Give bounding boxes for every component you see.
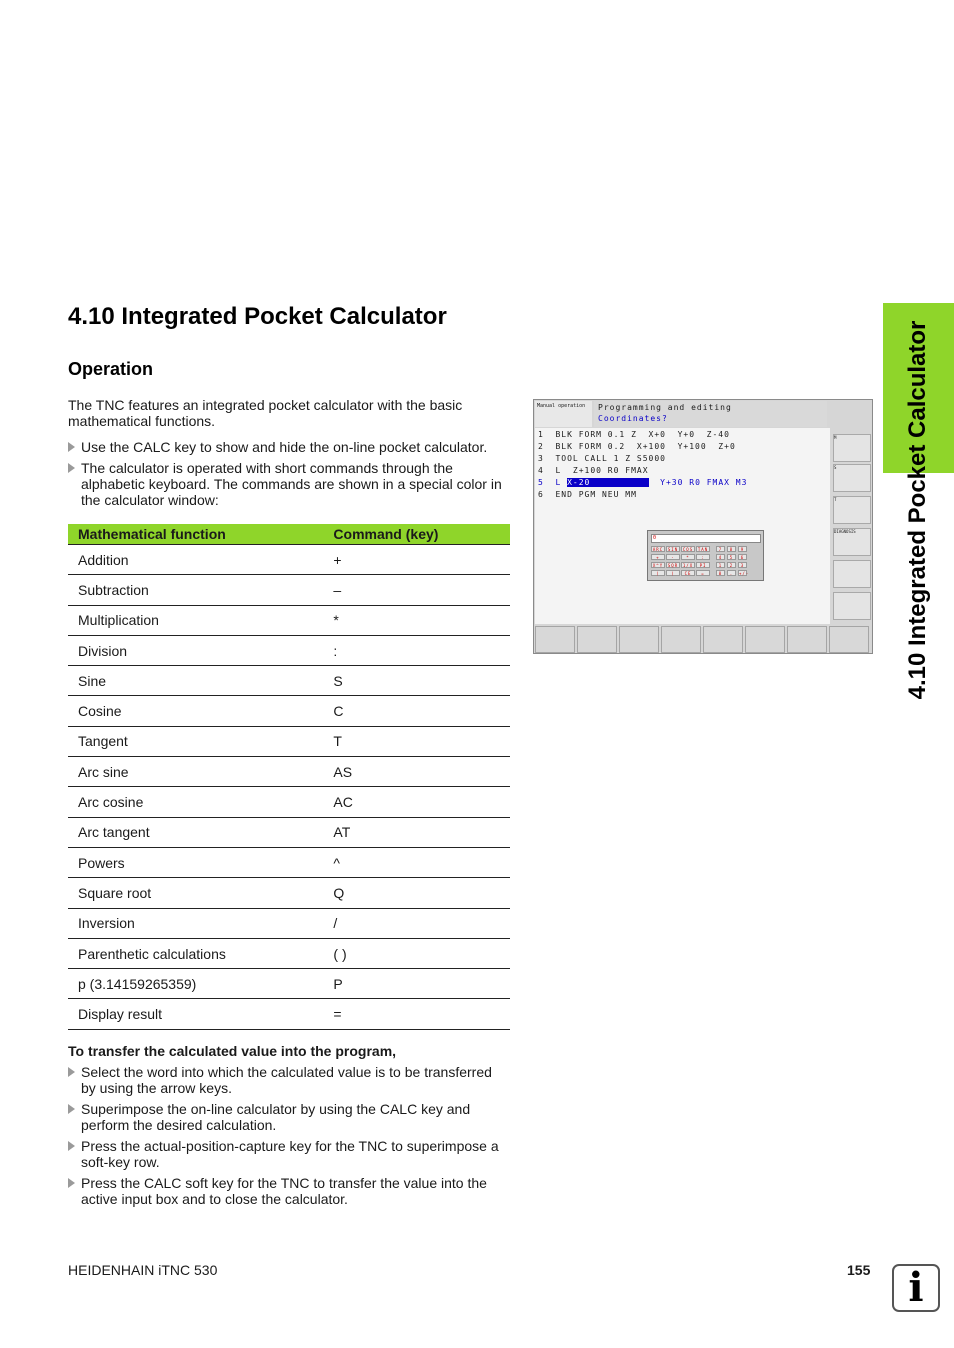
- screen-header-prompt: Coordinates?: [598, 414, 668, 423]
- calculator-key[interactable]: 1: [716, 562, 725, 568]
- calculator-key[interactable]: 8: [727, 546, 736, 552]
- bullet-arrow-icon: [68, 1178, 75, 1188]
- page-number: 155: [847, 1262, 871, 1278]
- table-row: [68, 817, 510, 847]
- command-cell: S: [333, 666, 510, 696]
- command-cell: +: [333, 545, 510, 575]
- calculator-key[interactable]: X^Y: [652, 563, 664, 568]
- bullet-arrow-icon: [68, 1141, 75, 1151]
- calculator-key[interactable]: COS: [682, 547, 694, 552]
- calculator-key[interactable]: 9: [738, 546, 747, 552]
- calculator-key[interactable]: -: [666, 554, 680, 560]
- table-row: [68, 757, 510, 787]
- transfer-step: Superimpose the on-line calculator by using the CALC key and perform the desired calculation.: [68, 1101, 510, 1133]
- calculator-key[interactable]: 5: [727, 554, 736, 560]
- function-cell: Inversion: [68, 908, 333, 938]
- pocket-calculator-window: [647, 530, 764, 581]
- table-header-command: Command (key): [333, 524, 510, 545]
- function-cell: Powers: [68, 847, 333, 877]
- selected-word: X-20: [567, 478, 591, 487]
- softkey-empty[interactable]: [833, 560, 871, 588]
- bullet-item: The calculator is operated with short commands through the alphabetic keyboard. The commands are shown in a special color in the calculator window:: [68, 460, 510, 508]
- calculator-key[interactable]: 4: [716, 554, 725, 560]
- softkey-1[interactable]: [535, 626, 575, 653]
- horizontal-softkey-row: [535, 626, 872, 653]
- softkey-m[interactable]: M: [833, 434, 871, 462]
- operating-mode-label: Manual operation: [535, 401, 592, 427]
- calculator-display: 0: [651, 534, 761, 543]
- selection-bar: [590, 478, 648, 487]
- side-title: 4.10 Integrated Pocket Calculator: [904, 320, 931, 700]
- calculator-key[interactable]: CE: [681, 570, 695, 576]
- function-cell: Arc sine: [68, 757, 333, 787]
- command-cell: *: [333, 605, 510, 635]
- command-cell: AT: [333, 817, 510, 847]
- intro-paragraph: The TNC features an integrated pocket calculator with the basic mathematical functions.: [68, 397, 463, 429]
- softkey-3[interactable]: [619, 626, 659, 653]
- bullet-item: Use the CALC key to show and hide the on-line pocket calculator.: [68, 439, 510, 455]
- bullet-arrow-icon: [68, 1104, 75, 1114]
- command-cell: ^: [333, 847, 510, 877]
- command-cell: AS: [333, 757, 510, 787]
- table-row: [68, 847, 510, 877]
- calculator-key[interactable]: ): [666, 570, 680, 576]
- calculator-key[interactable]: ARC: [652, 547, 664, 552]
- command-cell: –: [333, 575, 510, 605]
- function-cell: Sine: [68, 666, 333, 696]
- function-cell: Tangent: [68, 726, 333, 756]
- table-header-row: [68, 524, 510, 545]
- calculator-key[interactable]: PI: [696, 562, 710, 568]
- calculator-key[interactable]: +: [651, 554, 665, 560]
- table-row: [68, 605, 510, 635]
- command-cell: AC: [333, 787, 510, 817]
- softkey-6[interactable]: [745, 626, 785, 653]
- softkey-diagnosis[interactable]: DIAGNOSIS: [833, 528, 871, 556]
- transfer-heading: To transfer the calculated value into the program,: [68, 1043, 397, 1059]
- calculator-key[interactable]: 7: [716, 546, 725, 552]
- transfer-step: Select the word into which the calculated value is to be transferred by using the arrow keys.: [68, 1064, 510, 1096]
- function-cell: Parenthetic calculations: [68, 938, 333, 968]
- transfer-step: Press the CALC soft key for the TNC to transfer the value into the active input box and to close the calculator.: [68, 1175, 510, 1207]
- command-cell: C: [333, 696, 510, 726]
- softkey-5[interactable]: [703, 626, 743, 653]
- function-cell: Square root: [68, 878, 333, 908]
- calculator-key[interactable]: =: [696, 570, 710, 576]
- command-cell: =: [333, 999, 510, 1029]
- screen-header: [594, 401, 827, 427]
- screen-header-title: Programming and editing: [598, 403, 732, 412]
- program-line-active: 5 L X-20 Y+30 R0 FMAX M3: [538, 478, 748, 487]
- math-function-table: [68, 524, 510, 1030]
- transfer-step: Press the actual-position-capture key for the TNC to superimpose a soft-key row.: [68, 1138, 510, 1170]
- table-row: [68, 545, 510, 575]
- bullet-arrow-icon: [68, 463, 75, 473]
- calculator-key[interactable]: SIN: [667, 547, 679, 552]
- footer-product: HEIDENHAIN iTNC 530: [68, 1262, 218, 1278]
- softkey-empty[interactable]: [833, 592, 871, 620]
- softkey-8[interactable]: [829, 626, 869, 653]
- calculator-key[interactable]: +/-: [739, 571, 750, 576]
- calculator-key[interactable]: SQR: [667, 563, 679, 568]
- softkey-s[interactable]: S: [833, 464, 871, 492]
- calculator-key[interactable]: *: [681, 554, 695, 560]
- page-title: 4.10 Integrated Pocket Calculator: [68, 303, 447, 330]
- program-line: 4 L Z+100 R0 FMAX: [538, 466, 649, 475]
- table-header-function: Mathematical function: [68, 524, 333, 545]
- section-heading: Operation: [68, 359, 154, 379]
- table-row: [68, 575, 510, 605]
- calculator-key[interactable]: 0: [716, 570, 725, 576]
- table-row: [68, 787, 510, 817]
- command-cell: ( ): [333, 938, 510, 968]
- softkey-t[interactable]: T: [833, 496, 871, 524]
- program-line: 2 BLK FORM 0.2 X+100 Y+100 Z+0: [538, 442, 736, 451]
- table-row: [68, 878, 510, 908]
- table-row: [68, 938, 510, 968]
- function-cell: Arc cosine: [68, 787, 333, 817]
- function-cell: Addition: [68, 545, 333, 575]
- bullet-arrow-icon: [68, 442, 75, 452]
- program-listing: [535, 428, 830, 624]
- calculator-key[interactable]: 2: [727, 562, 736, 568]
- program-line: 6 END PGM NEU MM: [538, 490, 637, 499]
- function-cell: Multiplication: [68, 605, 333, 635]
- function-cell: Division: [68, 635, 333, 665]
- calculator-key[interactable]: 3: [738, 562, 747, 568]
- table-row: [68, 726, 510, 756]
- command-cell: T: [333, 726, 510, 756]
- bullet-arrow-icon: [68, 1067, 75, 1077]
- command-cell: /: [333, 908, 510, 938]
- function-cell: Subtraction: [68, 575, 333, 605]
- function-cell: Arc tangent: [68, 817, 333, 847]
- table-row: [68, 908, 510, 938]
- function-cell: p (3.14159265359): [68, 969, 333, 999]
- command-cell: :: [333, 635, 510, 665]
- calculator-key[interactable]: (: [651, 570, 665, 576]
- vertical-softkey-column: [831, 428, 872, 624]
- program-line: 1 BLK FORM 0.1 Z X+0 Y+0 Z-40: [538, 430, 730, 439]
- calculator-key[interactable]: 1/X: [682, 563, 694, 568]
- table-row: [68, 696, 510, 726]
- command-cell: Q: [333, 878, 510, 908]
- info-icon: i: [892, 1264, 940, 1312]
- command-cell: P: [333, 969, 510, 999]
- calculator-key[interactable]: TAN: [697, 547, 709, 552]
- softkey-4[interactable]: [661, 626, 701, 653]
- program-line: 3 TOOL CALL 1 Z S5000: [538, 454, 666, 463]
- calculator-key[interactable]: :: [696, 554, 710, 560]
- tnc-screenshot: [533, 399, 873, 654]
- calculator-key[interactable]: 6: [738, 554, 747, 560]
- softkey-2[interactable]: [577, 626, 617, 653]
- calculator-key[interactable]: .: [727, 570, 736, 576]
- function-cell: Cosine: [68, 696, 333, 726]
- table-row: [68, 999, 510, 1029]
- table-row: [68, 969, 510, 999]
- table-row: [68, 635, 510, 665]
- function-cell: Display result: [68, 999, 333, 1029]
- table-row: [68, 666, 510, 696]
- softkey-7[interactable]: [787, 626, 827, 653]
